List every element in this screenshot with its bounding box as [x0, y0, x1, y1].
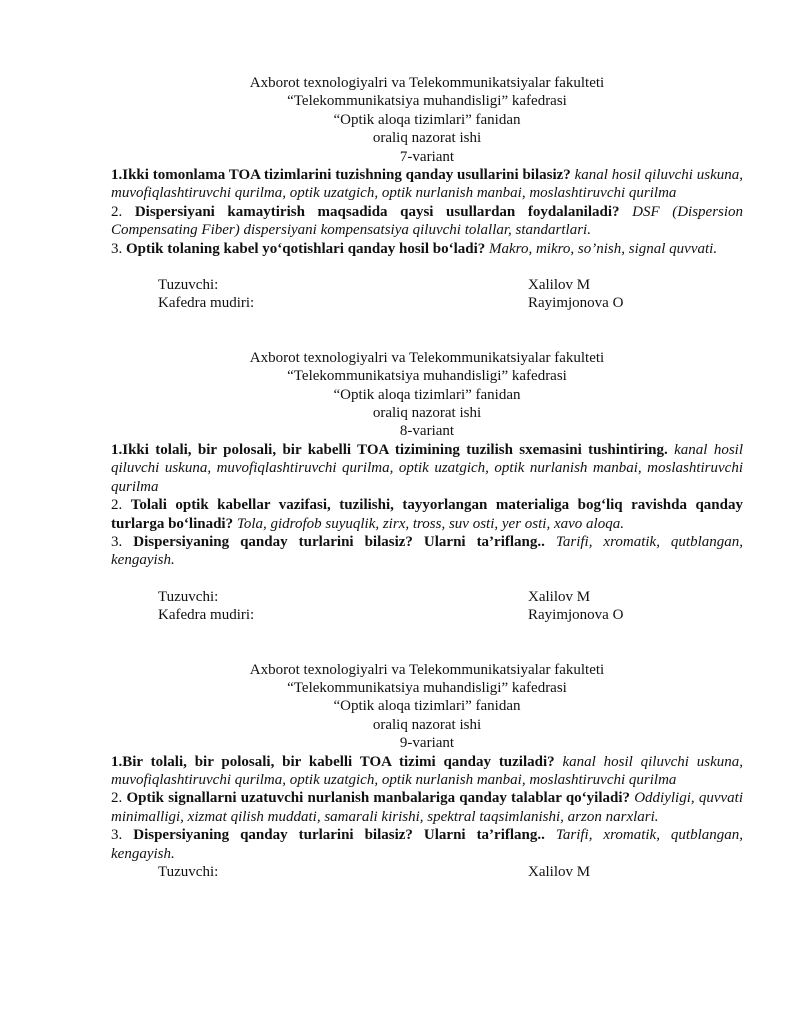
question-number: 1. [111, 441, 123, 458]
signature-row [111, 276, 743, 294]
question-number: 2. [111, 497, 131, 514]
exam-line: oraliq nazorat ishi [372, 130, 482, 147]
question-text: Dispersiyani kamaytirish maqsadida qaysi usullardan foydalaniladi? [134, 203, 620, 220]
answer-text: Tarifi, xromatik, qutblangan, kengayish. [111, 533, 744, 569]
question-text: Bir tolali, bir polosali, bir kabelli TOA tizimi qanday tuziladi? [122, 753, 555, 770]
question-text: Dispersiyaning qanday turlarini bilasiz? Ularni ta’riflang.. [133, 533, 545, 550]
answer-text: Tola, gidrofob suyuqlik, zirx, tross, suv osti, yer osti, xavo aloqa. [236, 515, 624, 532]
variant-block [111, 349, 743, 625]
answer-text: Oddiyligi, quvvati minimalligi, xizmat qilish muddati, samarali kirishi, spektral taqsimlanishi, arzon narxlari. [111, 790, 743, 825]
faculty-line: Axborot texnologiyalri va Telekommunikatsiyalar fakulteti [249, 75, 605, 91]
question-number: 2. [111, 203, 135, 220]
question-number: 1. [111, 753, 123, 770]
exam-line: oraliq nazorat ishi [372, 405, 482, 422]
signature-name: Rayimjonova O [528, 295, 624, 312]
question-number: 1. [111, 167, 123, 184]
variant-block [111, 661, 743, 882]
question-item [111, 826, 743, 863]
answer-text: kanal hosil qiluvchi uskuna, muvofiqlashtiruvchi qurilma, optik uzatgich, optik nurlanish manbai, moslashtiruvchi qurilma [111, 167, 744, 202]
exam-line: oraliq nazorat ishi [372, 716, 482, 733]
answer-text: kanal hosil qiluvchi uskuna, muvofiqlashtiruvchi qurilma, optik uzatgich, optik nurlanish manbai, moslashtiruvchi qurilma [111, 753, 744, 788]
answer-text: Makro, mikro, so’nish, signal quvvati. [489, 240, 718, 257]
answer-text: kanal hosil qiluvchi uskuna, muvofiqlashtiruvchi qurilma, optik uzatgich, optik nurlanish manbai, moslashtiruvchi qurilma [111, 441, 743, 495]
question-text: Tolali optik kabellar vazifasi, tuzilishi, tayyorlangan materialiga bog‘liq ravishda qanday turlarga bo‘linadi? [111, 497, 743, 532]
signature-row [111, 588, 743, 606]
signature-name: Xalilov M [528, 588, 591, 605]
signature-role: Kafedra mudiri: [158, 607, 255, 624]
signature-role: Tuzuvchi: [158, 277, 219, 294]
signature-name: Xalilov M [528, 863, 591, 880]
question-number: 3. [111, 533, 134, 550]
department-line: “Telekommunikatsiya muhandisligi” kafedrasi [287, 679, 567, 696]
question-number: 2. [111, 790, 127, 807]
question-item [111, 753, 743, 790]
question-text: Optik tolaning kabel yo‘qotishlari qanday hosil bo‘ladi? [126, 240, 486, 257]
signature-row [111, 294, 743, 312]
question-item [111, 240, 743, 258]
question-number: 3. [111, 240, 126, 257]
signature-name: Xalilov M [528, 277, 591, 294]
variant-block [111, 74, 743, 313]
subject-line: “Optik aloqa tizimlari” fanidan [333, 698, 521, 715]
signature-role: Tuzuvchi: [158, 863, 219, 880]
question-item [111, 789, 743, 826]
question-text: Ikki tomonlama TOA tizimlarini tuzishning qanday usullarini bilasiz? [122, 167, 571, 184]
subject-line: “Optik aloqa tizimlari” fanidan [333, 111, 521, 128]
faculty-line: Axborot texnologiyalri va Telekommunikatsiyalar fakulteti [249, 349, 605, 366]
answer-text: DSF (Dispersion Compensating Fiber) dispersiyani kompensatsiya qiluvchi tolallar, standartlari. [111, 203, 744, 239]
signature-role: Kafedra mudiri: [158, 295, 255, 312]
question-item [111, 166, 743, 203]
signature-row [111, 606, 743, 624]
signature-name: Rayimjonova O [528, 607, 624, 624]
faculty-line: Axborot texnologiyalri va Telekommunikatsiyalar fakulteti [249, 661, 605, 678]
subject-line: “Optik aloqa tizimlari” fanidan [333, 386, 521, 403]
variant-title: 7-variant [399, 148, 455, 165]
question-number: 3. [111, 827, 134, 844]
department-line: “Telekommunikatsiya muhandisligi” kafedrasi [287, 368, 567, 385]
signature-role: Tuzuvchi: [158, 588, 219, 605]
department-line: “Telekommunikatsiya muhandisligi” kafedrasi [287, 93, 567, 110]
variant-title: 8-variant [399, 423, 455, 440]
answer-text: Tarifi, xromatik, qutblangan, kengayish. [111, 827, 744, 862]
question-item [111, 203, 743, 240]
signature-row [111, 863, 743, 881]
question-item [111, 533, 743, 570]
question-item [111, 496, 743, 533]
variant-title: 9-variant [399, 735, 455, 752]
question-text: Ikki tolali, bir polosali, bir kabelli TOA tizimining tuzilish sxemasini tushintiring. [122, 441, 668, 458]
question-item [111, 441, 743, 496]
question-text: Dispersiyaning qanday turlarini bilasiz? Ularni ta’riflang.. [133, 827, 545, 844]
question-text: Optik signallarni uzatuvchi nurlanish manbalariga qanday talablar qo‘yiladi? [126, 790, 630, 807]
document-page [111, 74, 743, 881]
